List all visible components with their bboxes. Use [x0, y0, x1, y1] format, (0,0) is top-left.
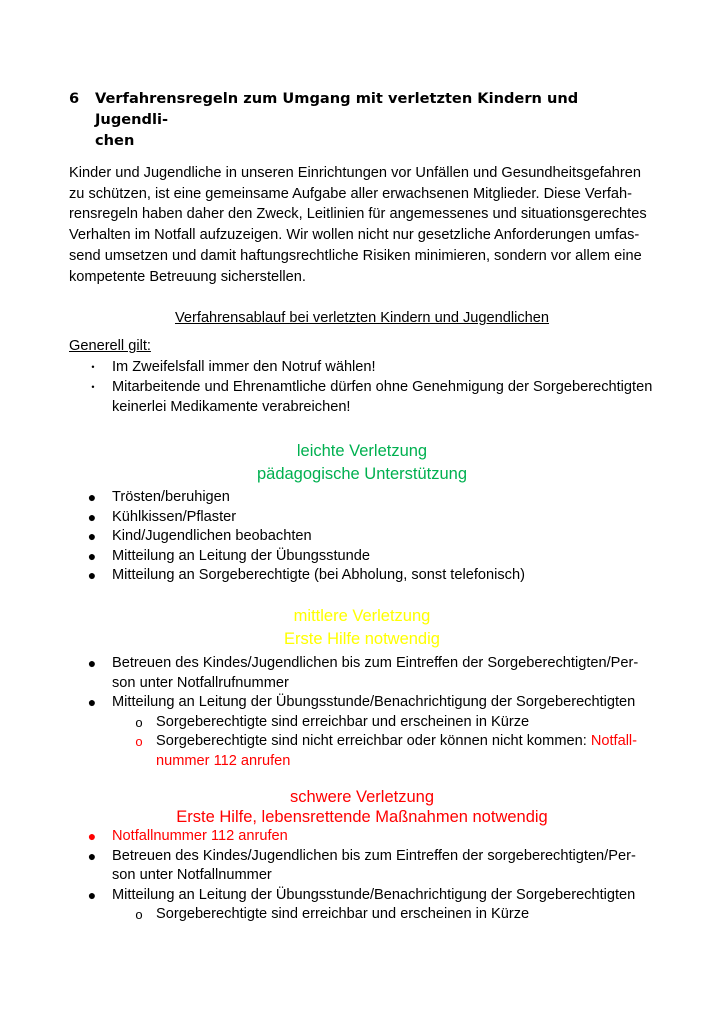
sub-list-item: o Sorgeberechtigte sind nicht erreichbar oder können nicht kommen: Notfall- — [0, 732, 724, 752]
intro-line: zu schützen, ist eine gemeinsame Aufgabe aller erwachsenen Mitglieder. Diese Verfah- — [69, 185, 632, 202]
schwer-subtitle: Erste Hilfe, lebensrettende Maßnahmen notwendig — [176, 808, 548, 826]
sub-list-item: o Sorgeberechtigte sind erreichbar und erscheinen in Kürze — [0, 713, 724, 733]
leicht-list — [0, 488, 724, 586]
bullet-icon: ● — [87, 567, 97, 584]
list-item: ● Kind/Jugendlichen beobachten — [0, 527, 724, 547]
bullet-icon: ● — [87, 547, 97, 564]
list-item: ● Notfallnummer 112 anrufen — [0, 827, 724, 847]
list-item: • Im Zweifelsfall immer den Notruf wählen! — [0, 358, 724, 378]
bullet-icon: ● — [87, 508, 97, 525]
circle-bullet-icon: o — [135, 734, 143, 749]
list-item-continuation: son unter Notfallnummer — [112, 867, 272, 883]
list-item: ● Trösten/beruhigen — [0, 488, 724, 508]
list-item: ● Kühlkissen/Pflaster — [0, 508, 724, 528]
list-item-continuation: keinerlei Medikamente verabreichen! — [112, 399, 351, 415]
sub-list-item: o Sorgeberechtigte sind erreichbar und erscheinen in Kürze — [0, 905, 724, 925]
intro-line: send umsetzen und damit haftungsrechtliche Risiken minimieren, sondern vor allem eine — [69, 247, 642, 264]
intro-line: Kinder und Jugendliche in unseren Einrichtungen vor Unfällen und Gesundheitsgefahren — [69, 165, 641, 181]
generell-list — [0, 358, 724, 418]
list-item: ● Mitteilung an Sorgeberechtigte (bei Abholung, sonst telefonisch) — [0, 566, 724, 586]
intro-line: kompetente Betreuung sicherstellen. — [69, 268, 306, 285]
circle-bullet-icon: o — [135, 714, 143, 730]
schwer-title: schwere Verletzung — [290, 788, 434, 806]
bullet-icon: ● — [87, 828, 97, 844]
circle-bullet-icon: o — [135, 907, 143, 922]
leicht-subtitle: pädagogische Unterstützung — [256, 465, 468, 483]
schwer-list — [0, 827, 724, 925]
bullet-icon: • — [91, 362, 95, 372]
list-item: ● Mitteilung an Leitung der Übungsstunde — [0, 547, 724, 567]
procedure-subheading: Verfahrensablauf bei verletzten Kindern und Jugendlichen — [174, 310, 550, 326]
bullet-icon: ● — [87, 694, 97, 710]
bullet-icon: ● — [87, 886, 97, 903]
section-number: 6 — [69, 90, 80, 107]
sub-list-item-continuation: nummer 112 anrufen — [156, 752, 291, 769]
list-item-continuation: son unter Notfallrufnummer — [112, 674, 289, 691]
list-item: ● Betreuen des Kindes/Jugendlichen bis zum Eintreffen der Sorgeberechtigten/Per- — [0, 654, 724, 674]
list-item: ● Mitteilung an Leitung der Übungsstunde/Benachrichtigung der Sorgeberechtigten — [0, 886, 724, 906]
section-title-line: Verfahrensregeln zum Umgang mit verletzten Kindern und Jugendli- — [95, 90, 579, 128]
mittel-subtitle: Erste Hilfe notwendig — [284, 630, 440, 648]
bullet-icon: ● — [87, 528, 97, 545]
list-item: ● Betreuen des Kindes/Jugendlichen bis zum Eintreffen der sorgeberechtigten/Per- — [0, 847, 724, 867]
intro-paragraph — [69, 163, 659, 287]
list-item: • Mitarbeitende und Ehrenamtliche dürfen ohne Genehmigung der Sorgeberechtigten — [0, 378, 724, 398]
mittel-list — [0, 654, 724, 771]
section-title — [95, 88, 655, 151]
leicht-title: leichte Verletzung — [296, 442, 428, 460]
bullet-icon: ● — [87, 847, 97, 864]
bullet-icon: • — [91, 382, 95, 392]
bullet-icon: ● — [87, 655, 97, 671]
intro-line: Verhalten im Notfall aufzuzeigen. Wir wollen nicht nur gesetzliche Anforderungen umfas- — [69, 227, 640, 244]
intro-line: rensregeln haben daher den Zweck, Leitlinien für angemessenes und situationsgerechtes — [69, 206, 647, 223]
mittel-title: mittlere Verletzung — [293, 607, 431, 625]
bullet-icon: ● — [87, 489, 97, 505]
section-title-line: chen — [95, 132, 135, 149]
generell-label: Generell gilt: — [69, 338, 151, 354]
list-item: ● Mitteilung an Leitung der Übungsstunde/Benachrichtigung der Sorgeberechtigten — [0, 693, 724, 713]
